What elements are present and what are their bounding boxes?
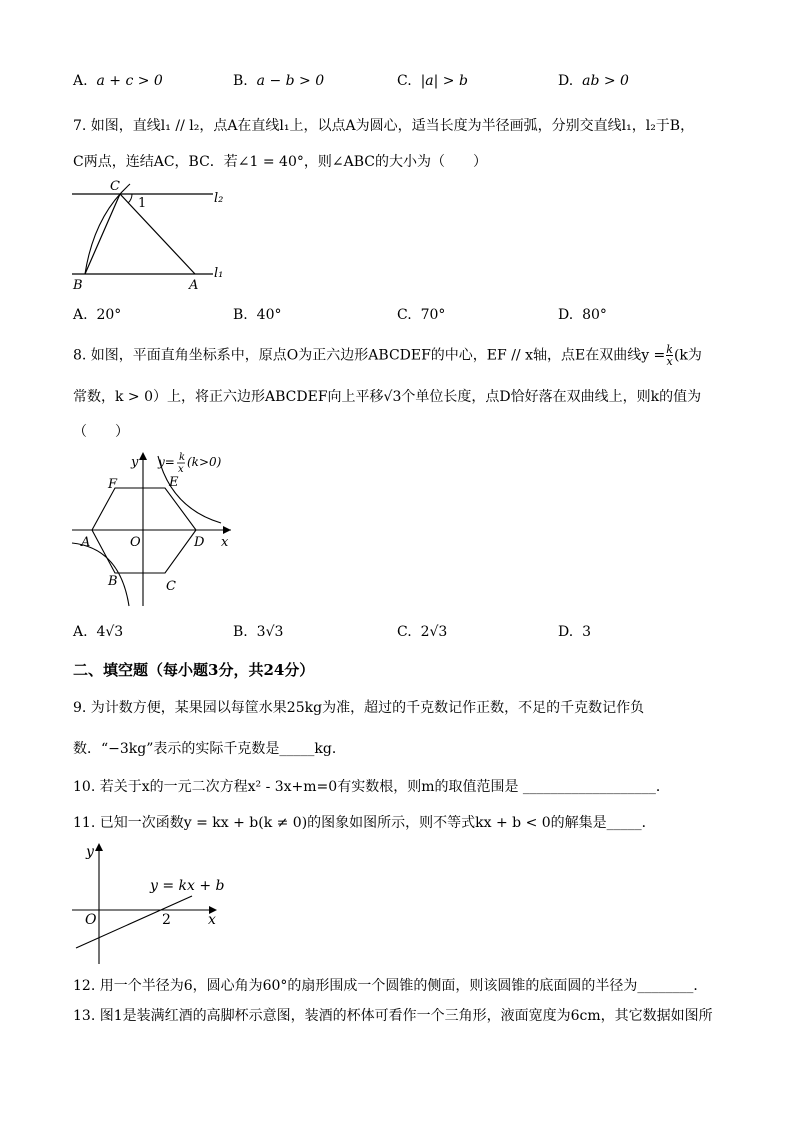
q6-option-c[interactable]: C. |a| > b — [397, 73, 468, 89]
q11-figure — [68, 838, 228, 966]
q8-curve-x: x — [178, 464, 184, 475]
q8-label-f: F — [108, 477, 118, 492]
q8-label-y: y — [131, 455, 139, 470]
q8-stem-line1 — [73, 344, 702, 367]
q6-option-b[interactable]: B. a − b > 0 — [233, 73, 325, 89]
q8-curve-k: k — [179, 452, 186, 463]
q8-stem-line1b: (k为 — [673, 347, 702, 364]
q8-stem-line1a: 8. 如图，平面直角坐标系中，原点O为正六边形ABCDEF的中心，EF // x轴，点E在双曲线y = — [73, 347, 666, 364]
q8-label-x: x — [221, 535, 229, 550]
q11-stem: 11. 已知一次函数y = kx + b(k ≠ 0)的图象如图所示，则不等式kx + b < 0的解集是_____． — [73, 815, 656, 831]
q8-label-e: E — [169, 475, 179, 490]
q7-label-b: B — [73, 278, 83, 293]
q7-option-b[interactable]: B. 40° — [233, 307, 282, 323]
q13-stem: 13. 图1是装满红酒的高脚杯示意图，装酒的杯体可看作一个三角形，液面宽度为6cm，其它数据如图所 — [73, 1008, 713, 1024]
q7-option-c[interactable]: C. 70° — [397, 307, 446, 323]
q11-line-eq: y = kx + b — [150, 878, 225, 894]
q8-option-a[interactable]: A. 4√3 — [73, 624, 124, 640]
section-heading: 二、填空题（每小题3分，共24分） — [73, 661, 315, 679]
q7-figure — [68, 176, 238, 294]
q7-label-l2: l₂ — [214, 191, 224, 206]
q8-label-b: B — [108, 574, 118, 589]
q8-option-d[interactable]: D. 3 — [558, 624, 592, 640]
q11-label-y: y — [86, 844, 94, 860]
q7-option-a[interactable]: A. 20° — [73, 307, 122, 323]
q7-label-l1: l₁ — [214, 266, 224, 281]
q7-stem-line1: 7. 如图，直线l₁ // l₂，点A在直线l₁上，以点A为圆心，适当长度为半径画弧，分别交直线l₁，l₂于B， — [73, 118, 695, 134]
q8-fraction: $\frac{k}{x}$ — [666, 343, 673, 368]
q11-label-2: 2 — [162, 912, 171, 928]
q7-label-1: 1 — [138, 196, 147, 211]
q6-option-a[interactable]: A. a + c > 0 — [73, 73, 163, 89]
q8-curve-eq: y= — [158, 455, 175, 469]
q9-stem-line2: 数．“−3kg”表示的实际千克数是_____kg． — [73, 741, 346, 757]
q8-label-a: A — [81, 535, 91, 550]
q7-label-a: A — [189, 278, 199, 293]
q8-stem-line2: 常数，k > 0）上，将正六边形ABCDEF向上平移√3个单位长度，点D恰好落在双曲线上，则k的值为 — [73, 389, 702, 405]
q7-label-c: C — [110, 179, 120, 194]
q12-stem: 12. 用一个半径为6，圆心角为60°的扇形围成一个圆锥的侧面，则该圆锥的底面圆的半径为________． — [73, 978, 708, 994]
q8-label-d: D — [194, 535, 205, 550]
q10-stem: 10. 若关于x的一元二次方程x² - 3x+m=0有实数根，则m的取值范围是 ___________________． — [73, 779, 670, 795]
q8-label-c: C — [166, 579, 176, 594]
q8-option-c[interactable]: C. 2√3 — [397, 624, 448, 640]
q11-label-o: O — [85, 912, 97, 928]
q7-stem-line2: C两点，连结AC，BC．若∠1 = 40°，则∠ABC的大小为（ ） — [73, 154, 487, 170]
q8-figure — [68, 448, 248, 608]
q8-curve-cond: (k>0) — [187, 455, 222, 469]
q6-option-d[interactable]: D. ab > 0 — [558, 73, 629, 89]
q9-stem-line1: 9. 为计数方便，某果园以每筐水果25kg为准，超过的千克数记作正数，不足的千克数记作负 — [73, 700, 645, 716]
q7-option-d[interactable]: D. 80° — [558, 307, 607, 323]
q8-stem-line3: （ ） — [73, 424, 129, 440]
q11-label-x: x — [208, 912, 216, 928]
q8-label-o: O — [130, 535, 141, 550]
q8-option-b[interactable]: B. 3√3 — [233, 624, 284, 640]
